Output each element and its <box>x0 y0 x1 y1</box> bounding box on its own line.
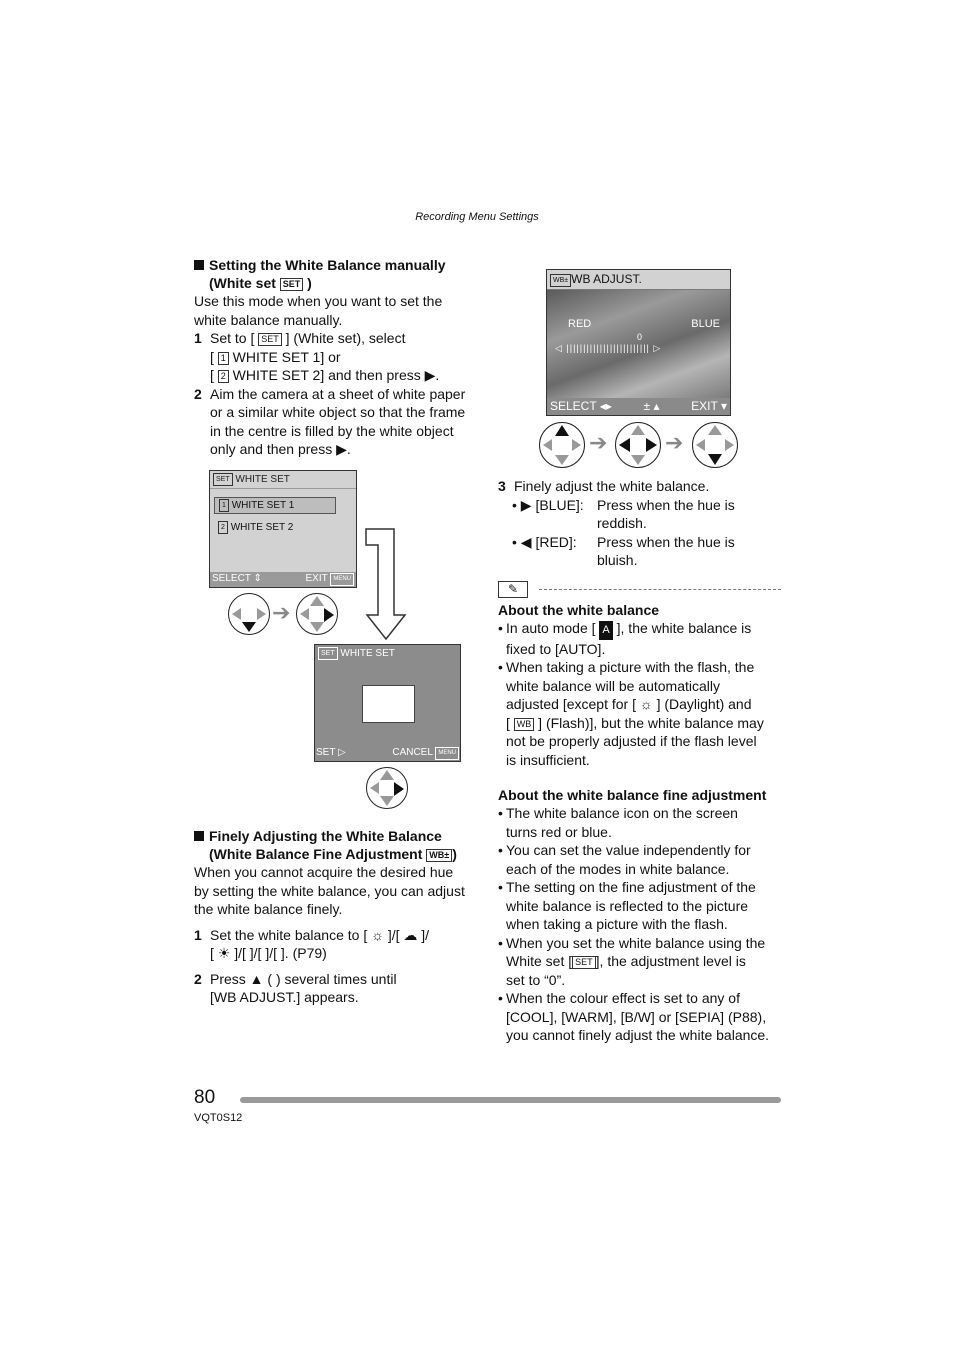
screen-footer: SELECT ⇕ EXIT MENU <box>210 572 356 587</box>
document-code: VQT0S12 <box>194 1112 243 1124</box>
left-arrow-icon <box>619 438 630 452</box>
down-arrow-icon <box>708 454 722 465</box>
right-arrow-icon <box>572 439 581 451</box>
zero-label: 0 <box>637 332 643 342</box>
up-arrow-icon <box>631 425 645 435</box>
down-arrow-icon <box>380 796 394 806</box>
cursor-pad-down[interactable] <box>228 593 270 635</box>
step-3: 3 Finely adjust the white balance. <box>498 478 710 494</box>
white-set-icon: SET <box>572 956 596 969</box>
bullet: • The white balance icon on the screen turns red or blue. <box>498 805 738 840</box>
white-set-2-icon: 2 <box>218 370 229 383</box>
page-number: 80 <box>194 1087 216 1108</box>
bullet: • When you set the white balance using the White set [ SET ], the adjustment level is set to “0”. <box>498 934 766 988</box>
white-set-icon: SET <box>258 333 282 346</box>
white-set-icon: SET <box>318 647 338 660</box>
white-set-icon: SET <box>213 473 233 486</box>
about-fine-adjustment <box>498 786 788 1045</box>
white-set-1-icon: 1 <box>218 352 229 365</box>
right-arrow-icon <box>324 608 334 622</box>
section-heading: Setting the White Balance manually <box>194 256 484 274</box>
section-heading: Finely Adjusting the White Balance <box>194 827 486 845</box>
arrow-next-icon: ➔ <box>665 430 684 455</box>
square-bullet-icon <box>194 260 204 270</box>
left-arrow-icon <box>370 782 379 794</box>
running-header: Recording Menu Settings <box>415 211 539 223</box>
intro-line: Use this mode when you want to set the <box>194 293 443 309</box>
cursor-pad-up[interactable] <box>539 422 585 468</box>
white-frame <box>362 685 415 723</box>
down-arrow-icon <box>555 455 569 465</box>
screen-footer: SET ▷ CANCEL MENU <box>316 747 459 760</box>
square-bullet-icon <box>194 831 204 841</box>
up-arrow-icon <box>242 596 254 605</box>
down-arrow-icon <box>242 622 256 632</box>
cursor-pad-down[interactable] <box>692 422 738 468</box>
cursor-pad-left-right[interactable] <box>615 422 661 468</box>
section-heading-line2: (White Balance Fine Adjustment WB± ) <box>209 846 457 862</box>
intro-line: by setting the white balance, you can adjust <box>194 882 465 899</box>
note-divider <box>539 589 781 590</box>
bullet: • In auto mode [ A ], the white balance is fixed to [AUTO]. <box>498 620 752 657</box>
left-arrow-icon <box>696 439 705 451</box>
right-arrow-icon <box>257 608 266 620</box>
blue-label: BLUE <box>691 318 720 330</box>
step-1: 1 Set to [ SET ] (White set), select [ 1 WHITE SET 1] or [ 2 WHITE SET 2] and then press ▶. <box>194 330 440 383</box>
up-arrow-icon <box>380 770 394 780</box>
wb-adjust-screen <box>546 269 731 416</box>
about-white-balance <box>498 601 788 769</box>
left-arrow-icon <box>543 439 552 451</box>
note-icon: ✎ <box>498 581 528 598</box>
intro-line: white balance manually. <box>194 311 343 328</box>
red-label: RED <box>568 318 592 330</box>
step-2: 2 Aim the camera at a sheet of white paper or a similar white object so that the frame in the centre is filled by the white object only and then press ▶. <box>194 385 466 457</box>
intro-line: the white balance finely. <box>194 901 343 917</box>
left-arrow-icon <box>232 608 241 620</box>
left-arrow-icon <box>300 608 309 620</box>
down-arrow-icon <box>310 622 324 632</box>
about-title: About the white balance <box>498 602 660 618</box>
screen-footer: SELECT ◂▸ ± ▴ EXIT ▾ <box>547 398 730 415</box>
about-title: About the white balance fine adjustment <box>498 787 767 803</box>
exposure-icon: ± ▴ <box>643 399 660 413</box>
section-white-set <box>194 256 484 459</box>
red-key-row: • ◀ [RED]: Press when the hue is bluish. <box>512 533 735 568</box>
white-set-icon: SET <box>280 278 304 291</box>
step-3-block <box>498 477 788 570</box>
right-arrow-icon <box>646 438 657 452</box>
flash-wb-icon: WB <box>514 718 535 731</box>
wb-adjust-icon: WB± <box>426 849 452 862</box>
white-set-menu-screen <box>209 470 357 588</box>
arrow-next-icon: ➔ <box>589 430 608 455</box>
bullet: • When the colour effect is set to any of [COOL], [WARM], [B/W] or [SEPIA] (P88), you cannot finely adjust the white balance. <box>498 990 770 1043</box>
adjust-scale[interactable]: ◁ ||||||||||||||||||||||||| ▷ <box>555 343 662 353</box>
bullet: • The setting on the fine adjustment of the white balance is reflected to the picture when taking a picture with the flash. <box>498 879 756 932</box>
wb-adjust-icon: WB± <box>550 274 571 287</box>
white-set-capture-screen <box>314 644 461 762</box>
intro-line: When you cannot acquire the desired hue <box>194 864 454 880</box>
step-1: 1 Set the white balance to [ ☼ ]/[ ☁ ]/ [ ☀ ]/[ ]/[ ]/[ ]. (P79) <box>194 926 430 961</box>
flow-arrow-icon <box>364 527 408 641</box>
menu-item-white-set-1[interactable]: 1 WHITE SET 1 <box>214 497 336 514</box>
screen-title: SET WHITE SET <box>210 471 356 489</box>
up-arrow-icon <box>708 425 722 435</box>
menu-item-white-set-2[interactable]: 2 WHITE SET 2 <box>214 520 336 535</box>
auto-mode-icon: A <box>599 621 612 640</box>
screen-title: SET WHITE SET <box>315 645 460 662</box>
right-arrow-icon <box>394 782 404 796</box>
section-heading-line2: (White set SET ) <box>209 275 312 291</box>
cursor-pad-right[interactable] <box>366 767 408 809</box>
white-set-1-icon: 1 <box>219 499 229 512</box>
screen-title: WB± WB ADJUST. <box>547 270 730 289</box>
blue-key-row: • ▶ [BLUE]: Press when the hue is reddish. <box>512 496 735 531</box>
bullet: • When taking a picture with the flash, the white balance will be automatically adjusted [except for [ ☼ ] (Daylight) and [ WB ] (Flash)], but the white balance may not be properly adjusted if the flash level is insufficient. <box>498 659 764 768</box>
step-2: 2 Press ▲ ( ) several times until [WB ADJUST.] appears. <box>194 970 397 1005</box>
white-set-2-icon: 2 <box>218 521 228 534</box>
down-arrow-icon <box>631 455 645 465</box>
up-arrow-icon <box>310 596 324 606</box>
cursor-pad-right[interactable] <box>296 593 338 635</box>
arrow-next-icon: ➔ <box>272 600 291 625</box>
footer-rule <box>240 1097 781 1103</box>
right-arrow-icon <box>725 439 734 451</box>
up-arrow-icon <box>555 425 569 436</box>
section-fine-adjustment <box>194 827 486 1007</box>
bullet: • You can set the value independently for each of the modes in white balance. <box>498 842 751 877</box>
